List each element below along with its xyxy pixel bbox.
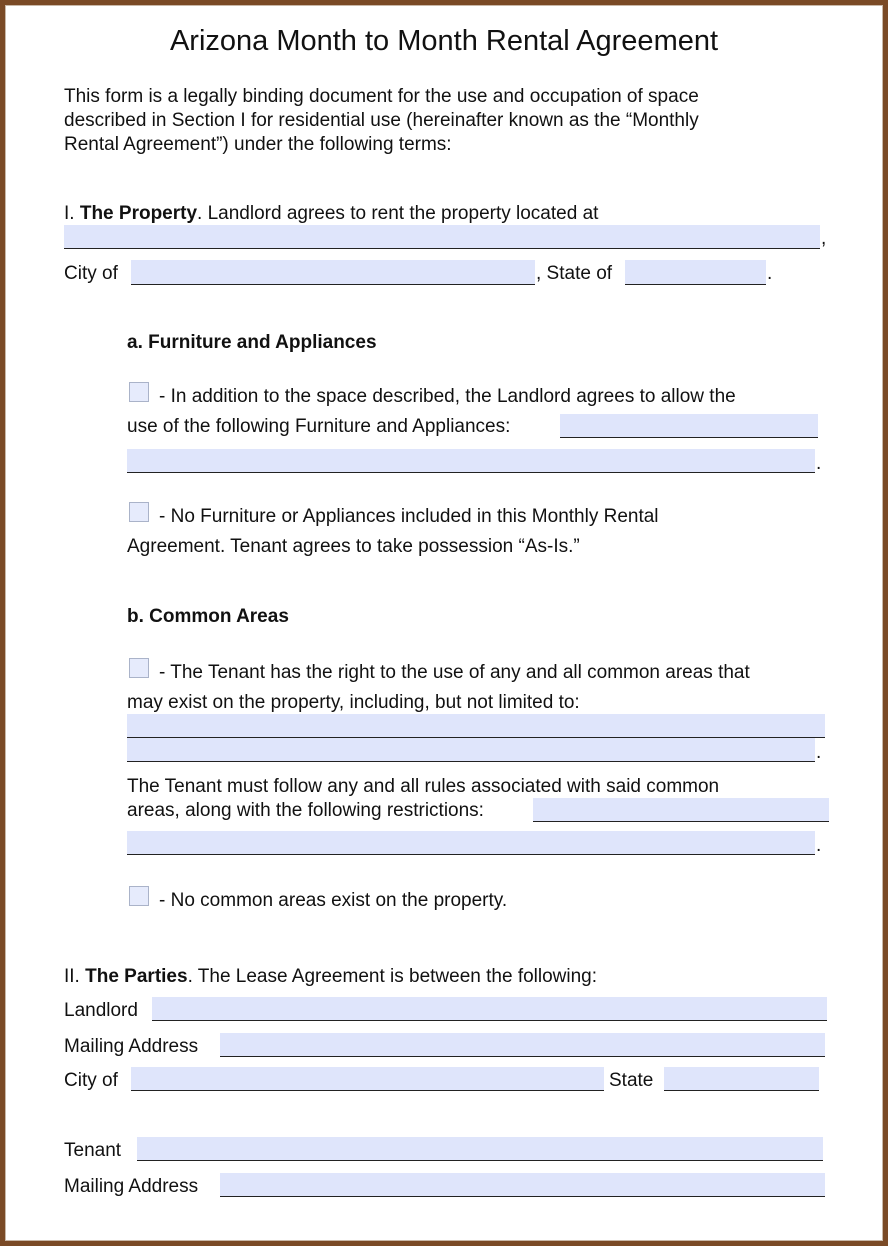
section-2-title: The Parties xyxy=(85,966,188,987)
no-common-areas-checkbox[interactable] xyxy=(129,886,149,906)
property-address-field[interactable] xyxy=(64,225,820,249)
landlord-mailing-label: Mailing Address xyxy=(64,1036,199,1057)
landlord-mailing-field[interactable] xyxy=(220,1033,825,1057)
section-1-title: The Property xyxy=(79,203,198,224)
tenant-mailing-field[interactable] xyxy=(220,1173,825,1197)
rules-line-1: The Tenant must follow any and all rules associated with said common xyxy=(127,776,720,797)
common-areas-line-1: - The Tenant has the right to the use of any and all common areas that xyxy=(159,662,750,683)
landlord-state-label: State xyxy=(609,1070,654,1091)
section-1-heading: I. The Property. Landlord agrees to rent the property located at xyxy=(64,203,599,224)
intro-line-1: This form is a legally binding document for the use and occupation of space xyxy=(64,86,699,107)
rules-line-2: areas, along with the following restrictions: xyxy=(127,800,484,821)
furniture-heading: a. Furniture and Appliances xyxy=(127,332,377,353)
furniture-included-checkbox[interactable] xyxy=(129,382,149,402)
section-2-heading: II. The Parties. The Lease Agreement is between the following: xyxy=(64,966,598,987)
landlord-city-label: City of xyxy=(64,1070,118,1091)
furniture-included-line-1: - In addition to the space described, the Landlord agrees to allow the xyxy=(159,386,736,407)
restrictions-field-2[interactable] xyxy=(127,831,815,855)
landlord-name-field[interactable] xyxy=(152,997,827,1021)
common-areas-heading: b. Common Areas xyxy=(127,606,289,627)
no-common-areas-line: - No common areas exist on the property. xyxy=(159,890,508,911)
state-label: , State of xyxy=(536,263,613,284)
tenant-mailing-label: Mailing Address xyxy=(64,1176,199,1197)
landlord-city-field[interactable] xyxy=(131,1067,604,1091)
furniture-list-field-2[interactable] xyxy=(127,449,815,473)
city-label: City of xyxy=(64,263,118,284)
property-city-field[interactable] xyxy=(131,260,535,285)
intro-line-2: described in Section I for residential use (hereinafter known as the “Monthly xyxy=(64,110,699,131)
property-state-field[interactable] xyxy=(625,260,766,285)
furniture-included-line-2: use of the following Furniture and Appliances: xyxy=(127,416,511,437)
no-furniture-line-1: - No Furniture or Appliances included in this Monthly Rental xyxy=(159,506,659,527)
common-areas-field-2[interactable] xyxy=(127,738,815,762)
intro-line-3: Rental Agreement”) under the following terms: xyxy=(64,134,452,155)
restrictions-field-1[interactable] xyxy=(533,798,829,822)
no-furniture-checkbox[interactable] xyxy=(129,502,149,522)
furniture-list-field-1[interactable] xyxy=(560,414,818,438)
landlord-state-field[interactable] xyxy=(664,1067,819,1091)
common-areas-field-1[interactable] xyxy=(127,714,825,738)
period: . xyxy=(816,742,822,763)
no-furniture-line-2: Agreement. Tenant agrees to take possession “As-Is.” xyxy=(127,536,580,557)
period: . xyxy=(816,453,822,474)
tenant-name-field[interactable] xyxy=(137,1137,823,1161)
tenant-label: Tenant xyxy=(64,1140,122,1161)
common-areas-checkbox[interactable] xyxy=(129,658,149,678)
document-title: Arizona Month to Month Rental Agreement xyxy=(169,25,719,57)
landlord-label: Landlord xyxy=(64,1000,138,1021)
period: . xyxy=(816,835,822,856)
common-areas-line-2: may exist on the property, including, but not limited to: xyxy=(127,692,580,713)
period: . xyxy=(767,263,773,284)
comma: , xyxy=(821,228,827,249)
document-page xyxy=(5,5,883,1241)
